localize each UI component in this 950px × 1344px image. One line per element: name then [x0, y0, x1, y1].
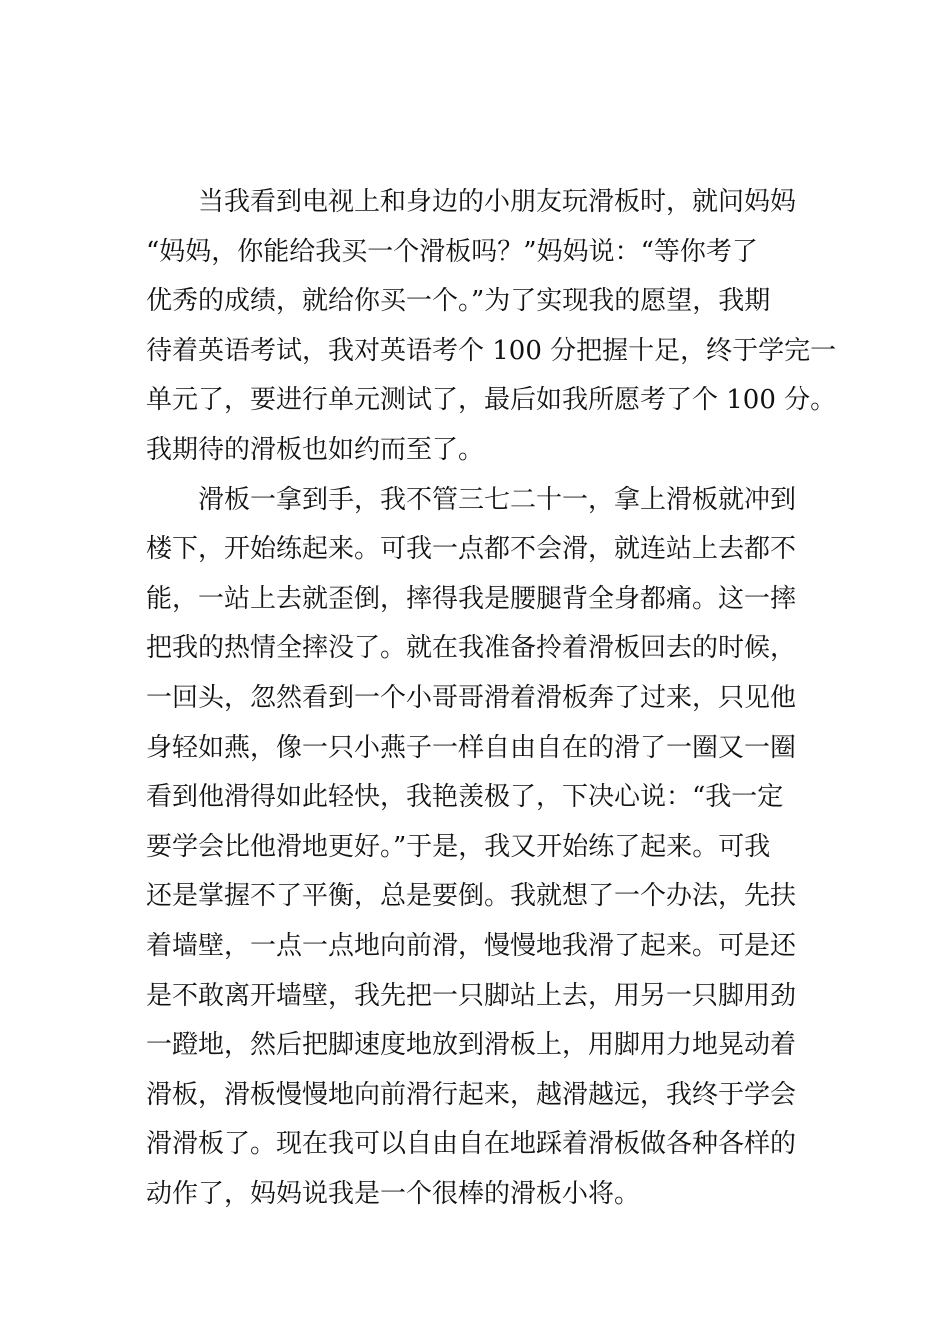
paragraph-line: 是不敢离开墙壁，我先把一只脚站上去，用另一只脚用劲	[146, 980, 797, 1011]
paragraph-line: 动作了，妈妈说我是一个很棒的滑板小将。	[146, 1178, 641, 1209]
paragraph-line: 把我的热情全摔没了。就在我准备拎着滑板回去的时候，	[146, 633, 797, 664]
paragraph-line: 还是掌握不了平衡，总是要倒。我就想了一个办法，先扶	[146, 881, 797, 912]
paragraph-line: 着墙壁，一点一点地向前滑，慢慢地我滑了起来。可是还	[146, 930, 797, 961]
paragraph-line: 要学会比他滑地更好。”于是，我又开始练了起来。可我	[146, 831, 771, 862]
paragraph-line: 楼下，开始练起来。可我一点都不会滑，就连站上去都不	[146, 534, 797, 565]
document-body	[146, 178, 837, 1219]
paragraph-1	[146, 178, 837, 476]
paragraph-line: 滑板一拿到手，我不管三七二十一，拿上滑板就冲到	[198, 484, 797, 515]
paragraph-line: 看到他滑得如此轻快，我艳羡极了，下决心说：“我一定	[146, 782, 784, 813]
paragraph-line: 一蹬地，然后把脚速度地放到滑板上，用脚用力地晃动着	[146, 1030, 797, 1061]
paragraph-line: 待着英语考试，我对英语考个 100 分把握十足，终于学完一	[146, 335, 837, 366]
paragraph-2	[146, 476, 810, 1220]
paragraph-line: 单元了，要进行单元测试了，最后如我所愿考了个 100 分。	[146, 385, 837, 416]
paragraph-line: 当我看到电视上和身边的小朋友玩滑板时，就问妈妈	[198, 187, 797, 217]
paragraph-line: 身轻如燕，像一只小燕子一样自由自在的滑了一圈又一圈	[146, 732, 797, 763]
paragraph-line: 能，一站上去就歪倒，摔得我是腰腿背全身都痛。这一摔	[146, 583, 797, 614]
paragraph-line: 优秀的成绩，就给你买一个。”为了实现我的愿望，我期	[146, 286, 771, 317]
paragraph-line: 一回头，忽然看到一个小哥哥滑着滑板奔了过来，只见他	[146, 682, 797, 713]
paragraph-line: 滑滑板了。现在我可以自由自在地踩着滑板做各种各样的	[146, 1129, 797, 1160]
paragraph-line: “妈妈，你能给我买一个滑板吗？”妈妈说：“等你考了	[146, 236, 758, 267]
paragraph-line: 我期待的滑板也如约而至了。	[146, 434, 485, 465]
paragraph-line: 滑板，滑板慢慢地向前滑行起来，越滑越远，我终于学会	[146, 1079, 797, 1110]
